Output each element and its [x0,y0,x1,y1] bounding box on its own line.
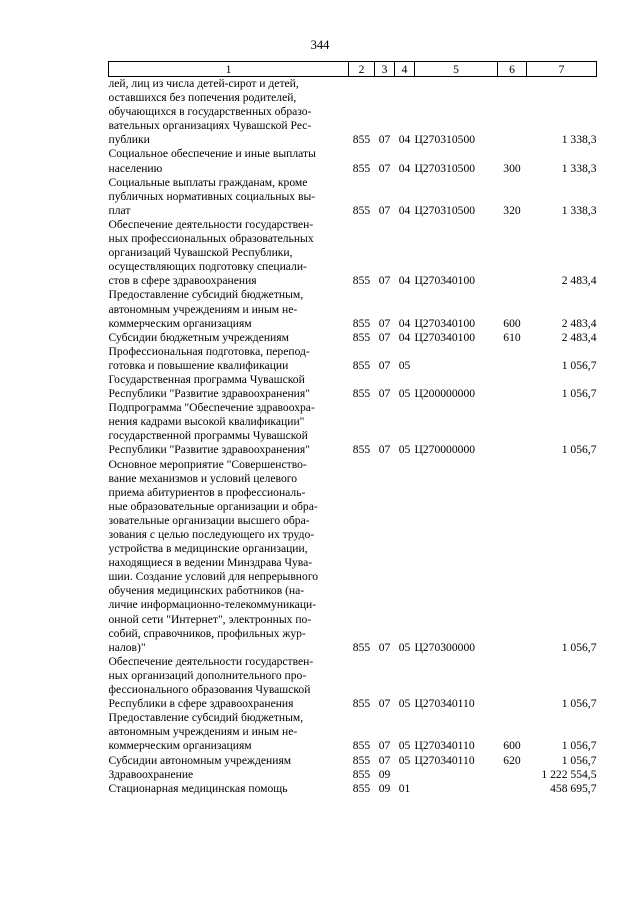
table-header-row [109,62,597,77]
description-line: Обеспечение деятельности государствен- [108,654,314,668]
description-line: зования с целью последующего их трудо- [108,528,315,541]
description-line: ные образовательные организации и обра- [108,499,318,513]
description-line: личие информационно-телекоммуникаци- [108,598,317,612]
subsection-code: 04 [398,203,411,217]
table-body [109,77,597,796]
description-line: готовка и повышение квалификации [108,358,289,372]
amount: 1 056,7 [561,739,597,753]
description-line: ных организаций дополнительного про- [108,668,307,682]
description-line: Здравоохранение [108,767,194,781]
amount: 1 056,7 [561,697,597,711]
section-code: 09 [378,767,391,781]
amount: 1 056,7 [561,443,597,457]
table-row [109,218,597,288]
row-description [109,176,349,218]
description-line: собий, справочников, профильных жур- [108,626,306,640]
row-description [109,218,349,288]
row-description [109,655,349,711]
description-line: Субсидии автономным учреждениям [108,753,292,767]
target-article-code: Ц270340100 [414,316,476,330]
target-article-code: Ц270310500 [414,203,476,217]
section-code: 07 [378,358,391,372]
table-row [109,711,597,753]
target-article-code: Ц270340100 [414,330,476,344]
description-line: Обеспечение деятельности государствен- [108,217,314,231]
description-line: Республики "Развитие здравоохранения" [108,443,310,457]
section-code: 07 [378,739,391,753]
amount: 2 483,4 [561,330,597,344]
expense-type-code: 300 [503,161,521,175]
table-row [109,147,597,175]
description-line: вание механизмов и условий целевого [108,471,298,485]
section-code: 07 [378,330,391,344]
description-line: лей, лиц из числа детей-сирот и детей, [108,77,299,90]
amount: 1 338,3 [561,203,597,217]
table-row [109,754,597,768]
target-article-code [415,768,498,782]
column-header: 4 [395,62,415,77]
row-description [109,147,349,175]
amount: 1 222 554,5 [541,767,597,781]
ministry-code: 855 [352,753,371,767]
description-line: Предоставление субсидий бюджетным, [108,288,304,302]
expense-type-code: 320 [503,203,521,217]
amount: 1 056,7 [561,753,597,767]
amount: 1 338,3 [561,133,597,147]
subsection-code [395,768,415,782]
table-row [109,401,597,457]
description-line: Социальные выплаты гражданам, кроме [108,175,308,189]
description-line: налов)" [108,640,146,654]
amount: 1 056,7 [561,358,597,372]
description-line: плат [108,203,131,217]
subsection-code: 05 [398,739,411,753]
target-article-code: Ц270310500 [414,133,476,147]
column-header: 5 [415,62,498,77]
description-line: организаций Чувашской Республики, [108,246,293,260]
row-description [109,345,349,373]
ministry-code: 855 [352,387,371,401]
expense-type-code: 600 [503,316,521,330]
target-article-code: Ц270000000 [414,443,476,457]
target-article-code: Ц200000000 [414,387,476,401]
target-article-code [415,782,498,796]
table-row [109,288,597,330]
ministry-code: 855 [352,443,371,457]
expense-type-code [498,77,527,148]
target-article-code: Ц270310500 [414,161,476,175]
section-code: 07 [378,753,391,767]
expense-type-code [498,768,527,782]
section-code: 07 [378,316,391,330]
description-line: Социальное обеспечение и иные выплаты [108,147,316,161]
expense-type-code [498,401,527,457]
subsection-code: 05 [398,640,411,654]
description-line: шии. Создание условий для непрерывного [108,570,319,584]
description-line: коммерческим организациям [108,316,252,330]
expense-type-code [498,655,527,711]
section-code: 07 [378,387,391,401]
expense-type-code: 610 [503,330,521,344]
description-line: находящиеся в ведении Минздрава Чува- [108,556,313,570]
subsection-code: 05 [398,443,411,457]
subsection-code: 05 [398,387,411,401]
row-description [109,782,349,796]
ministry-code: 855 [352,640,371,654]
description-line: ных профессиональных образовательных [108,232,314,246]
description-line: автономным учреждениям и иным не- [108,302,298,316]
ministry-code: 855 [352,203,371,217]
description-line: государственной программы Чувашской [108,429,308,443]
description-line: фессионального образования Чувашской [108,683,311,697]
table-row [109,373,597,401]
section-code: 07 [378,697,391,711]
description-line: публичных нормативных социальных вы- [108,189,316,203]
subsection-code: 04 [398,133,411,147]
row-description [109,331,349,345]
table-row [109,176,597,218]
expense-type-code: 600 [503,739,521,753]
row-description [109,401,349,457]
description-line: Профессиональная подготовка, перепод- [108,344,310,358]
section-code: 07 [378,640,391,654]
description-line: Предоставление субсидий бюджетным, [108,711,304,725]
section-code: 07 [378,443,391,457]
ministry-code: 855 [352,161,371,175]
expense-type-code [498,218,527,288]
row-description [109,711,349,753]
description-line: онной сети "Интернет", электронных по- [108,612,312,626]
table-row [109,77,597,148]
page-number: 344 [310,38,330,52]
ministry-code: 855 [352,330,371,344]
row-description [109,373,349,401]
table-row [109,345,597,373]
description-line: обучения медицинских работников (на- [108,584,305,598]
description-line: вательных организациях Чувашской Рес- [108,119,312,133]
amount: 1 056,7 [561,387,597,401]
ministry-code: 855 [352,358,371,372]
subsection-code: 05 [398,697,411,711]
expense-type-code [498,345,527,373]
description-line: оставшихся без попечения родителей, [108,91,297,105]
target-article-code: Ц270340100 [414,274,476,288]
section-code: 07 [378,133,391,147]
expense-type-code [498,373,527,401]
ministry-code: 855 [352,316,371,330]
amount: 2 483,4 [561,316,597,330]
subsection-code: 01 [398,781,411,795]
subsection-code: 04 [398,316,411,330]
description-line: публики [108,133,150,147]
description-line: автономным учреждениям и иным не- [108,725,298,739]
ministry-code: 855 [352,697,371,711]
expense-type-code [498,782,527,796]
subsection-code: 04 [398,274,411,288]
description-line: нения кадрами высокой квалификации" [108,415,305,429]
target-article-code [415,345,498,373]
description-line: приема абитуриентов в профессиональ- [108,485,306,499]
ministry-code: 855 [352,133,371,147]
description-line: устройства в медицинские организации, [108,542,308,556]
column-header: 2 [349,62,375,77]
description-line: обучающихся в государственных образо- [108,105,312,119]
row-description [109,754,349,768]
target-article-code: Ц270340110 [414,753,475,767]
section-code: 07 [378,161,391,175]
description-line: Подпрограмма "Обеспечение здравоохра- [108,401,315,415]
column-header: 1 [109,62,349,77]
subsection-code: 05 [398,358,411,372]
row-description [109,768,349,782]
subsection-code: 05 [398,753,411,767]
description-line: осуществляющих подготовку специали- [108,260,307,274]
ministry-code: 855 [352,767,371,781]
row-description [109,77,349,148]
description-line: Субсидии бюджетным учреждениям [108,330,289,344]
budget-table [108,61,597,796]
table-row [109,782,597,796]
amount: 1 056,7 [561,640,597,654]
subsection-code: 04 [398,161,411,175]
description-line: Государственная программа Чувашской [108,372,305,386]
expense-type-code [498,458,527,655]
amount: 1 338,3 [561,161,597,175]
target-article-code: Ц270340110 [414,697,475,711]
description-line: Основное мероприятие "Совершенство- [108,457,307,471]
target-article-code: Ц270300000 [414,640,476,654]
section-code: 07 [378,203,391,217]
amount: 458 695,7 [550,781,597,795]
table-row [109,768,597,782]
description-line: стов в сфере здравоохранения [108,274,257,288]
row-description [109,458,349,655]
description-line: Стационарная медицинская помощь [108,781,288,795]
target-article-code: Ц270340110 [414,739,475,753]
section-code: 07 [378,274,391,288]
section-code: 09 [378,781,391,795]
column-header: 3 [375,62,395,77]
ministry-code: 855 [352,274,371,288]
ministry-code: 855 [352,781,371,795]
description-line: зовательные организации высшего обра- [108,513,310,527]
table-row [109,655,597,711]
description-line: коммерческим организациям [108,739,252,753]
amount: 2 483,4 [561,274,597,288]
expense-type-code: 620 [503,753,521,767]
subsection-code: 04 [398,330,411,344]
table-row [109,458,597,655]
row-description [109,288,349,330]
column-header: 7 [527,62,597,77]
column-header: 6 [498,62,527,77]
table-row [109,331,597,345]
description-line: населению [108,161,163,175]
ministry-code: 855 [352,739,371,753]
description-line: Республики в сфере здравоохранения [108,697,294,711]
description-line: Республики "Развитие здравоохранения" [108,387,310,401]
